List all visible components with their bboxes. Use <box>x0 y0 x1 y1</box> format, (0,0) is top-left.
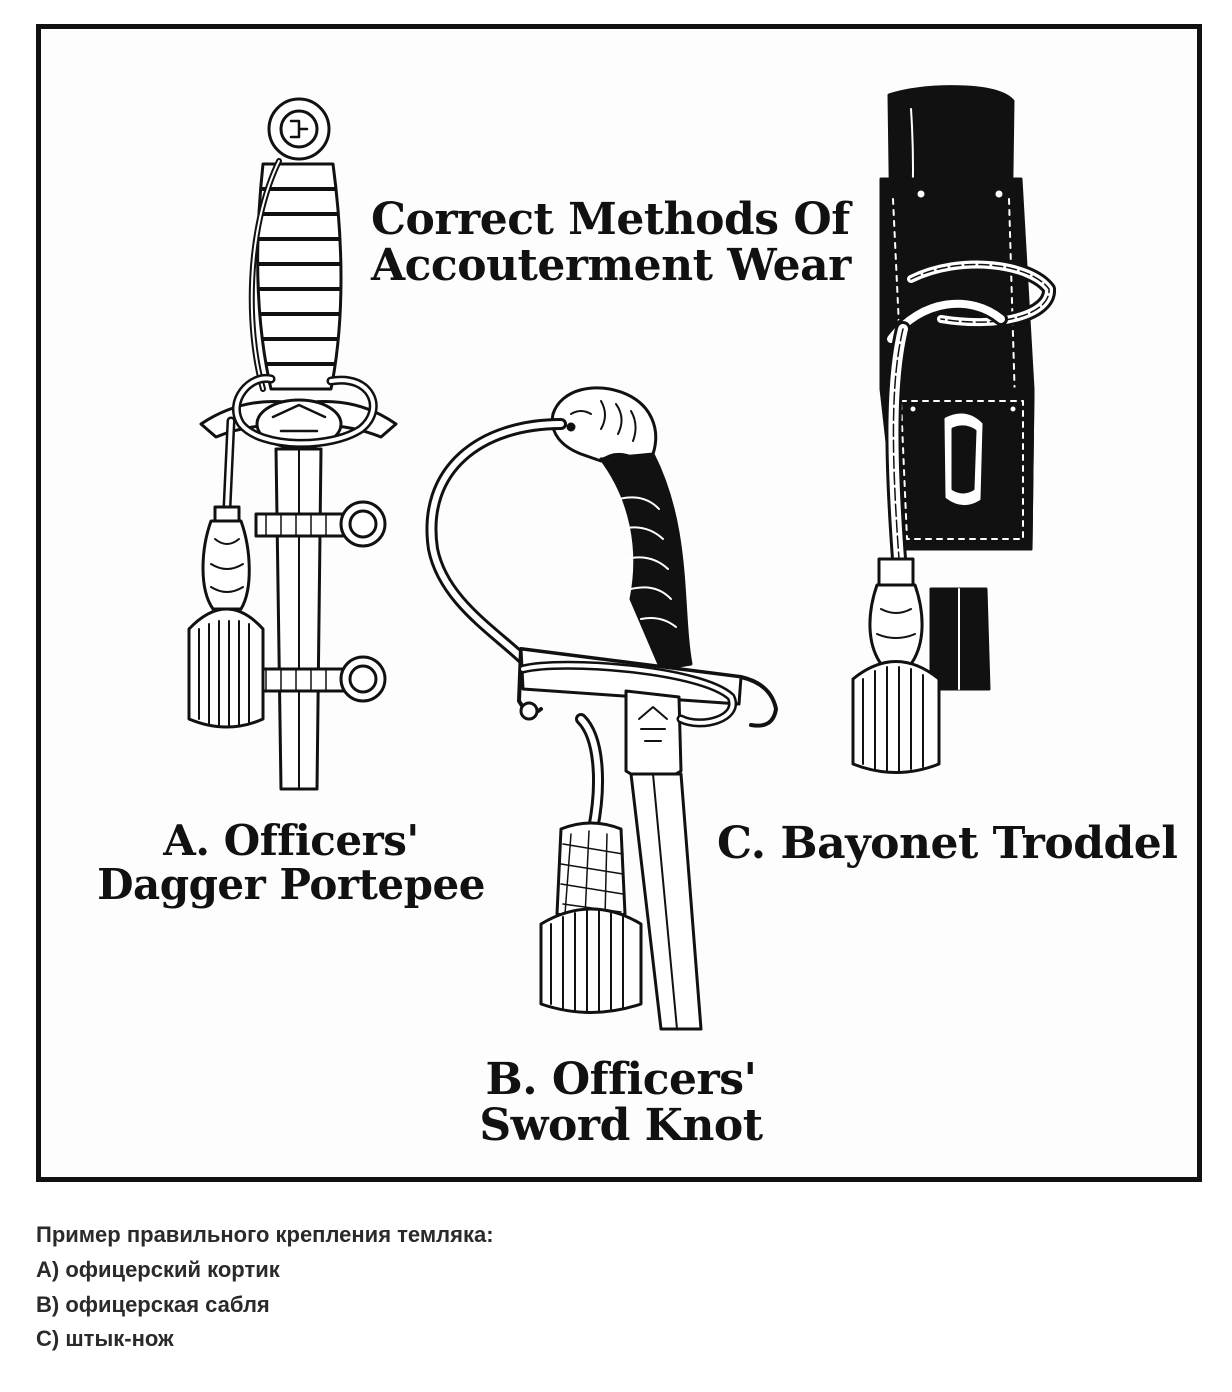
label-a <box>81 816 501 910</box>
illustration-frame <box>36 24 1202 1182</box>
label-b <box>441 1054 801 1152</box>
caption-heading: Пример правильного крепления темляка: <box>36 1222 494 1247</box>
label-a-line1: A. Officers' <box>163 816 419 865</box>
caption-item-b: В) офицерская сабля <box>36 1291 270 1317</box>
sword-illustration <box>431 388 776 1029</box>
plate-title-line1: Correct Methods Of <box>371 194 850 245</box>
caption <box>36 1218 494 1357</box>
plate-title <box>371 194 871 292</box>
label-c-line1: C. Bayonet Troddel <box>717 818 1178 869</box>
caption-item-a: А) офицерский кортик <box>36 1256 280 1282</box>
plate-title-line2: Accouterment Wear <box>371 240 851 292</box>
caption-item-c: С) штык-нож <box>36 1326 174 1352</box>
label-c <box>717 818 1187 869</box>
label-b-line1: B. Officers' <box>485 1054 757 1105</box>
label-a-line2: Dagger Portepee <box>97 860 485 910</box>
dagger-illustration <box>189 99 396 789</box>
label-b-line2: Sword Knot <box>479 1100 763 1152</box>
bayonet-illustration <box>853 87 1049 773</box>
